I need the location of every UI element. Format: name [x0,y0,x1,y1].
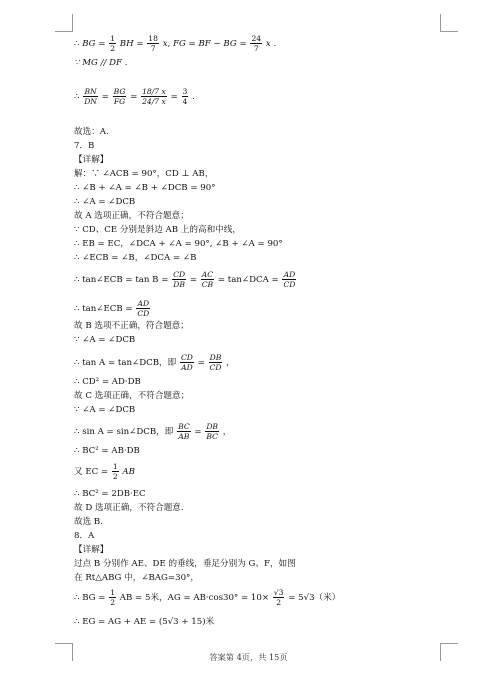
text: ∴ [74,92,80,102]
fraction: $\frac{24}{7}$ [251,34,262,53]
math-line [74,462,135,481]
math-line [74,87,195,106]
text: ∴ tan∠ECB = tan B = [74,275,169,285]
math-line [74,299,151,318]
fraction: $\frac{BN}{DN}$ [84,87,97,106]
text: = [130,92,138,102]
crop-mark [55,31,73,32]
math-line [74,353,235,372]
text: ∴ BG = [74,593,106,603]
text: = [101,92,109,102]
text-line: 7．B [74,141,95,151]
text: ， [222,427,232,437]
text-line: ∴ ∠A = ∠DCB [74,197,136,207]
text-line: 故选：A. [74,127,109,137]
text: x . [265,39,277,49]
fraction: $\frac{3}{4}$ [182,87,188,106]
text-line: ∴ EG = AG + AE = (5√3 + 15)米 [74,617,215,627]
fraction: $\frac{BG}{FG}$ [113,87,126,106]
text-line: 8．A [74,531,95,541]
text: = 5√3（米） [288,593,341,603]
fraction: $\frac{AD}{CD}$ [137,299,150,318]
text-line: 故 D 选项正确，不符合题意. [74,503,184,513]
text: AB = 5米，AG = AB·cos30° = 10× [119,593,270,603]
fraction: $\frac{DB}{CD}$ [209,353,222,372]
fraction: $\frac{CD}{AD}$ [180,353,193,372]
fraction: $\frac{18}{7}$ [148,34,158,53]
fraction: $\frac{1}{2}$ [110,588,116,607]
fraction: $\frac{√3}{2}$ [273,588,284,607]
crop-mark [55,643,73,644]
fraction: $\frac{CD}{DB}$ [173,270,186,289]
text: ∴ [74,39,80,49]
text-line: ∵ ∠A = ∠DCB [74,405,136,415]
text: x, FG = BF − BG = [162,39,247,49]
text-line: 在 Rt△ABG 中，∠BAG=30°， [74,573,199,583]
text-line: 【详解】 [74,155,109,165]
fraction: $\frac{BC}{AB}$ [178,422,190,441]
text: BH = [119,39,144,49]
text-line: 故选 B. [74,517,103,527]
text-line: 【详解】 [74,545,109,555]
text: . [192,92,195,102]
text-line: 过点 B 分别作 AE、DE 的垂线，垂足分别为 G、F，如图 [74,559,296,569]
text: = tan∠DCA = [217,275,279,285]
fraction: $\frac{1}{2}$ [112,462,118,481]
text-line: ∵ MG // DF . [74,58,128,68]
text: 又 EC = [74,467,109,477]
text: = [170,92,178,102]
text-line: ∴ ∠B + ∠A = ∠B + ∠DCB = 90° [74,183,216,193]
fraction: $\frac{AD}{CD}$ [283,270,296,289]
crop-mark [440,643,458,644]
text-line: ∴ EB = EC，∠DCA + ∠A = 90°, ∠B + ∠A = 90° [74,239,283,249]
math-line [74,588,340,607]
text-line: 故 A 选项正确，不符合题意； [74,211,189,221]
fraction: $\frac{AC}{CB}$ [201,270,214,289]
math-line [74,34,276,53]
text-line: ∴ ∠ECB = ∠B，∠DCA = ∠B [74,253,197,263]
text: ∴ tan∠ECB = [74,304,133,314]
text: ∴ sin A = sin∠DCB，即 [74,427,174,437]
text-line: 故 C 选项正确，不符合题意； [74,391,190,401]
page-footer: 答案第 4页，共 15页 [209,652,288,662]
crop-mark [440,31,458,32]
text: ， [226,358,235,368]
crop-mark [72,14,73,32]
fraction: $\frac{DB}{BC}$ [206,422,218,441]
text-line: ∴ BC² = 2DB·EC [74,489,146,499]
text-line: 解：∵ ∠ACB = 90°，CD ⊥ AB， [74,169,214,179]
text: = [189,275,198,285]
text: BG = [82,39,106,49]
text-line: ∵ ∠A = ∠DCB [74,335,136,345]
math-line [74,422,231,441]
math-line [74,270,297,289]
fraction: $\frac{1}{2}$ [110,34,116,53]
text-line: ∴ CD² = AD·DB [74,377,141,387]
crop-mark [440,14,441,32]
text: = [197,358,205,368]
text: AB [122,467,135,477]
fraction: $\frac{18/7 x}{24/7 x}$ [142,87,166,106]
text-line: ∵ CD、CE 分别是斜边 AB 上的高和中线， [74,225,241,235]
text: = [194,427,202,437]
text-line: 故 B 选项不正确，符合题意； [74,321,189,331]
text: ∴ tan A = tan∠DCB，即 [74,358,177,368]
text-line: ∴ BC² = AB·DB [74,446,140,456]
